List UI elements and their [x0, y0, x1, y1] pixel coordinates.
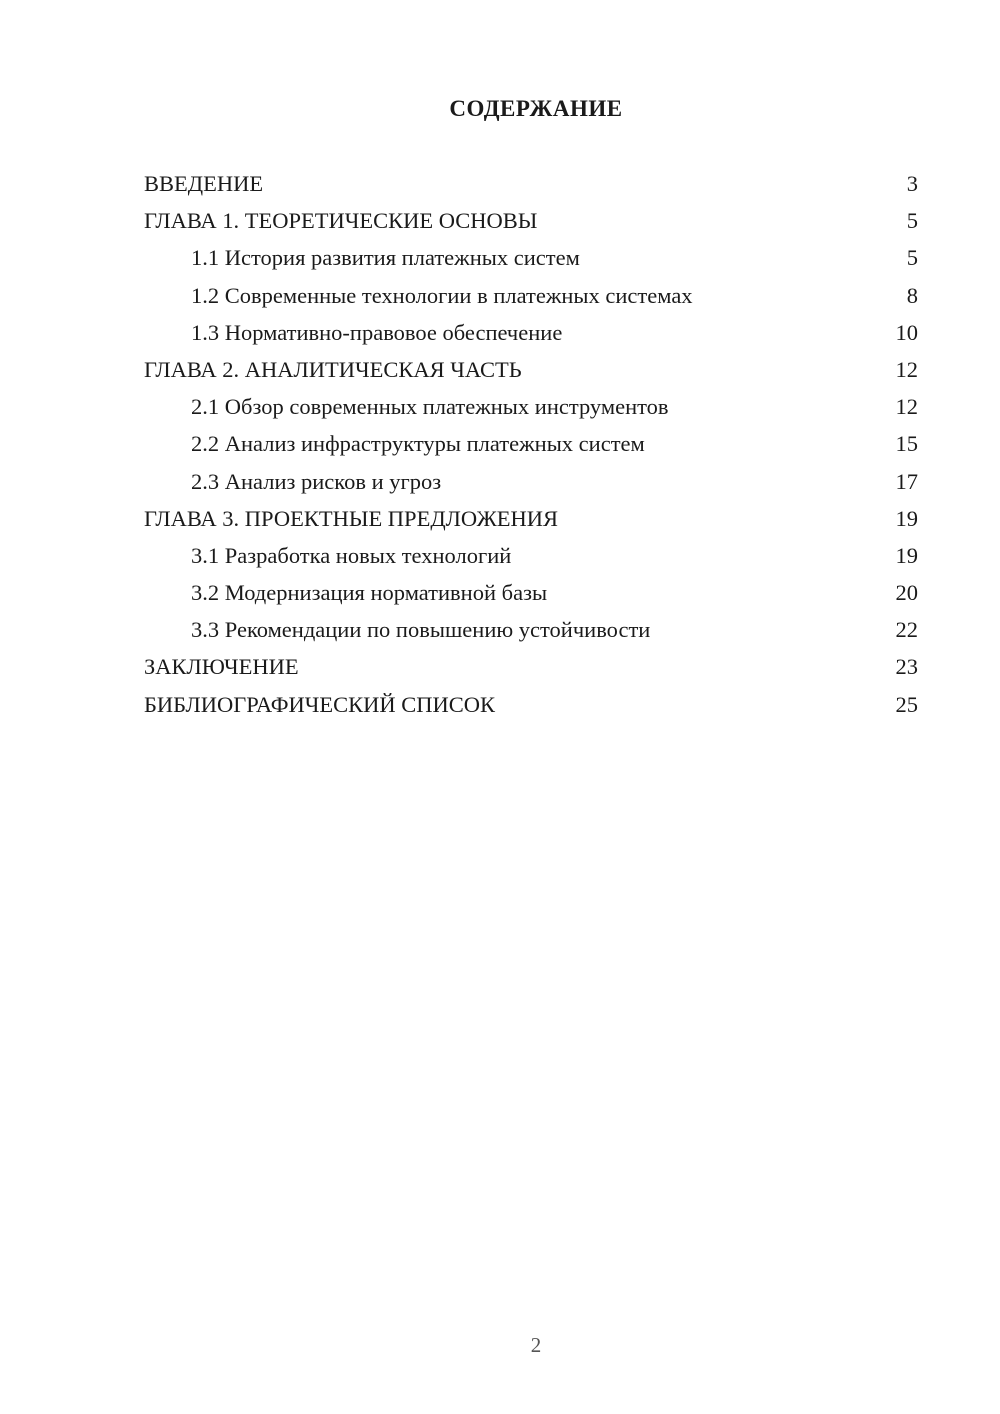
page-title: СОДЕРЖАНИЕ [449, 96, 623, 121]
toc-entry-text: 1.1 История развития платежных систем [191, 245, 580, 271]
toc-entry-introduction[interactable] [144, 165, 918, 202]
toc-entry-page: 5 [906, 245, 918, 271]
toc-entry-chapter-3[interactable] [144, 500, 918, 537]
toc-entry-page: 8 [906, 282, 918, 308]
toc-entry-text: 2.1 Обзор современных платежных инструментов [191, 394, 669, 420]
toc-entry-section-1-1[interactable] [144, 239, 918, 276]
toc-entry-text: 2.3 Анализ рисков и угроз [191, 468, 442, 494]
toc-entry-page: 12 [895, 356, 918, 382]
toc-entry-page: 15 [895, 431, 918, 457]
toc-entry-page: 12 [895, 394, 918, 420]
toc-entry-text: ВВЕДЕНИЕ [144, 171, 264, 196]
toc-entry-page: 22 [895, 617, 918, 643]
toc-entry-text: 3.3 Рекомендации по повышению устойчивости [191, 617, 651, 643]
toc-entry-page: 23 [895, 654, 918, 680]
toc-entry-text: ЗАКЛЮЧЕНИЕ [144, 654, 299, 680]
toc-entry-page: 5 [906, 208, 918, 234]
toc-entry-text: 3.2 Модернизация нормативной базы [191, 580, 548, 606]
toc-entry-page: 20 [895, 580, 918, 606]
toc-entry-text: ГЛАВА 2. АНАЛИТИЧЕСКАЯ ЧАСТЬ [144, 356, 522, 382]
table-of-contents [144, 165, 918, 723]
toc-entry-chapter-1[interactable] [144, 202, 918, 239]
toc-entry-section-2-1[interactable] [144, 388, 918, 425]
toc-entry-chapter-2[interactable] [144, 351, 918, 388]
toc-entry-text: 3.1 Разработка новых технологий [191, 542, 512, 568]
toc-entry-section-2-2[interactable] [144, 425, 918, 462]
toc-entry-section-3-2[interactable] [144, 574, 918, 611]
toc-entry-page: 19 [895, 542, 918, 568]
toc-entry-bibliography[interactable] [144, 686, 918, 723]
toc-entry-page: 25 [895, 691, 918, 717]
toc-entry-section-1-2[interactable] [144, 277, 918, 314]
toc-entry-section-1-3[interactable] [144, 314, 918, 351]
toc-entry-text: ГЛАВА 3. ПРОЕКТНЫЕ ПРЕДЛОЖЕНИЯ [144, 505, 559, 531]
toc-entry-text: ГЛАВА 1. ТЕОРЕТИЧЕСКИЕ ОСНОВЫ [144, 208, 538, 234]
toc-entry-text: 1.3 Нормативно-правовое обеспечение [191, 319, 563, 345]
toc-entry-page: 10 [895, 319, 918, 345]
toc-entry-conclusion[interactable] [144, 648, 918, 685]
toc-entry-page: 17 [895, 468, 918, 494]
toc-entry-text: 1.2 Современные технологии в платежных системах [191, 282, 693, 308]
toc-entry-section-3-3[interactable] [144, 611, 918, 648]
toc-entry-text: БИБЛИОГРАФИЧЕСКИЙ СПИСОК [144, 691, 496, 717]
toc-entry-section-3-1[interactable] [144, 537, 918, 574]
page-number: 2 [530, 1333, 542, 1357]
toc-entry-text: 2.2 Анализ инфраструктуры платежных систем [191, 431, 645, 457]
toc-entry-page: 19 [895, 505, 918, 531]
toc-entry-section-2-3[interactable] [144, 463, 918, 500]
toc-entry-page: 3 [906, 171, 918, 196]
